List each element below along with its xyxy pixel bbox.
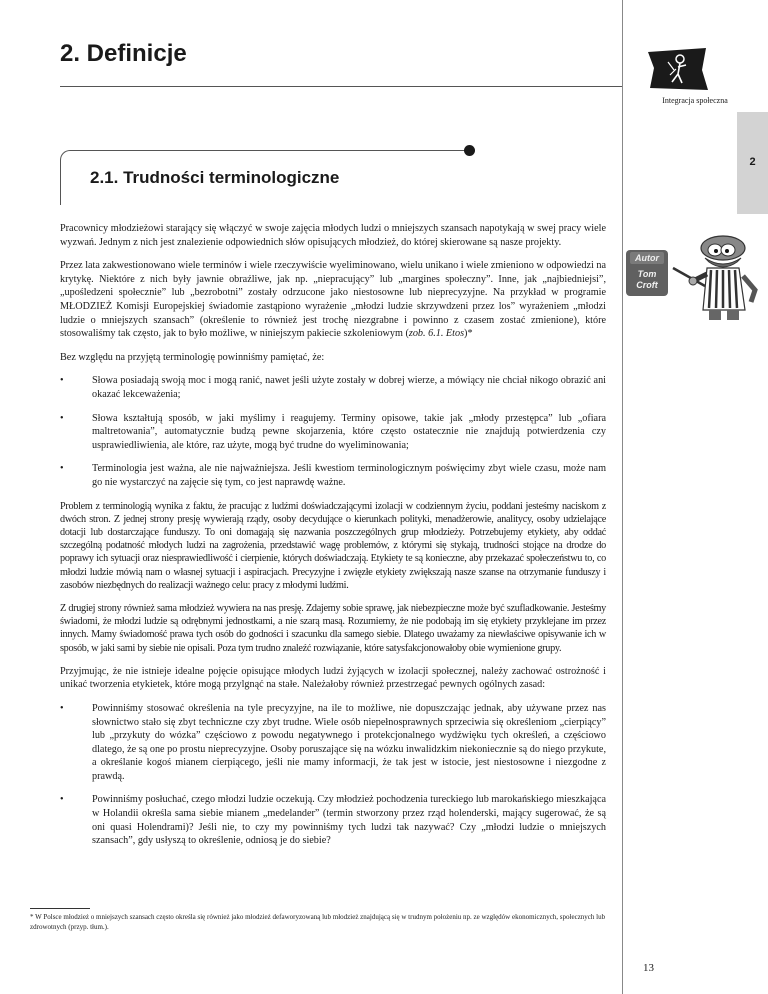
section-title: 2.1. Trudności terminologiczne (90, 168, 340, 187)
paragraph-rules: Przyjmując, że nie istnieje idealne pojęcie opisujące młodych ludzi żyjących w izolacji społecznej, należy zachować ostrożność i unikać tworzenia etykietek, które mogą przylgnąć na stałe. Należałoby również przestrzegać pewnych ogólnych zasad: (60, 665, 606, 691)
list-item: • Słowa kształtują sposób, w jaki myślimy i reagujemy. Terminy opisowe, takie jak „młody przestępca” lub „ofiara maltretowania”, automatycznie budzą pewne skojarzenia, które często ostatecznie nie znajdują potwierdzenia czy usprawiedliwienia, ale które, raz użyte, mogą być trudne do wyeliminowania; (60, 412, 606, 453)
paragraph-terms-history-end: )* (464, 328, 473, 340)
author-box (626, 250, 668, 296)
list-item: • Terminologia jest ważna, ale nie najważniejsza. Jeśli kwestiom terminologicznym poświęcimy zbyt wiele czasu, może nam go nie wystarczyć na zajęcie się tym, co jest naprawdę ważne. (60, 462, 606, 489)
author-name (626, 269, 668, 291)
author-label: Autor (630, 252, 664, 264)
paragraph-intro: Pracownicy młodzieżowi starający się włączyć w swoje zajęcia młodych ludzi o mniejszych szansach napotykają w swej pracy wiele wyzwań. Jednym z nich jest znalezienie odpowiednich słów opisujących młodzież, do której skierowane są nasze projekty. (60, 223, 606, 248)
footnote: * W Polsce młodzież o mniejszych szansach często określa się również jako młodzież defaworyzowaną lub młodzież znajdującą się w trudnym położeniu np. ze względów ekonomicznych, społecznych lub zdrowotnych (przyp. tłum.). (30, 913, 606, 931)
author-cartoon-icon (665, 228, 765, 323)
paragraph-pressure-one: Problem z terminologią wynika z faktu, że pracując z ludźmi doświadczającymi izolacji w codziennym życiu, poddani jesteśmy naciskom z dwóch stron. Z jednej strony presję wywierają rządy, osoby decydujące o kierunkach polityki, menadżerowie, analitycy, osoby udzielające dotacji lub dostarczające funduszy. To oni domagają się nazwania poszczególnych grup młodzieży. Potrzebujemy etykiety, aby oddać szczególną podatność młodych ludzi na zagrożenia, przedstawić wagę problemów, z którymi się stykają, trudności stojące na drodze do poprawy ich sytuacji oraz niesprawiedliwość i cierpienie, których doświadczają. Etykiety te są konieczne, aby przekazać społeczeństwu to, co młodzi ludzie mówią nam o własnej sytuacji i aspiracjach. Precyzyjne i zwięzłe etykiety zwiększają nasze szanse na otrzymanie funduszy i zasobów niezbędnych do realizacji ważnego celu: pracy z młodymi ludźmi. (60, 500, 606, 591)
author-last-name: Croft (636, 280, 658, 290)
social-inclusion-logo-icon (646, 46, 710, 92)
list-item: • Słowa posiadają swoją moc i mogą ranić, nawet jeśli użyte zostały w dobrej wierze, a mówiący nie chciał nikogo obrazić ani okazać lekceważenia; (60, 374, 606, 401)
chapter-tab (737, 112, 768, 214)
paragraph-terms-history-text: Przez lata zakwestionowano wiele terminów i wiele rzeczywiście wyeliminowano, wielu unikano i wiele zmieniono w odpowiedzi na krytykę. Niektóre z nich były jawnie obraźliwe, jak np. „niepracujący” lub „margines społeczny”. Inne, jak „najbiedniejsi”, „upośledzeni społecznie” lub „bezrobotni” zostały odrzucone jako niestosowne lub nieprecyzyjne. Na przykład w programie MŁODZIEŻ Komisji Europejskiej świadomie zastąpiono wyrażenie „młodzi ludzie skrzywdzeni przez los” wyrażeniem „młodzi ludzie o mniejszych szansach” (określenie to również jest trochę niezgrabne i powinno z czasem zostać zmienione), które stosowaliśmy tak często, jak to było możliwe, w niniejszym pakiecie szkoleniowym ( (60, 260, 606, 340)
chapter-title: 2. Definicje (60, 40, 187, 67)
list-item: • Powinniśmy posłuchać, czego młodzi ludzie oczekują. Czy młodzież pochodzenia tureckiego lub marokańskiego mieszkająca w Holandii określa sama siebie mianem „medelander” (termin stworzony przez rząd holenderski, mający sugerować, że są oni quasi Holendrami)? Jeśli nie, to czy my powinniśmy tych ludzi tak nazywać? Czy „młodzi ludzie o mniejszych szansach”, gdy usłyszą to określenie, odniosą je do siebie? (60, 793, 606, 847)
paragraph-pressure-two: Z drugiej strony również sama młodzież wywiera na nas presję. Zdajemy sobie sprawę, jak niebezpieczne może być szufladkowanie. Jesteśmy świadomi, że młodzi ludzie są odrębnymi jednostkami, a nie szarą masą. Rozumiemy, że nie podobają im się etykiety przyklejane im przez innych. Mamy świadomość prawa tych osób do godności i szacunku dla samego siebie. Dlatego uważamy za niewłaściwe opisywanie ich w sposób, w jaki sami by siebie nie opisali. Poza tym trudno znaleźć rozwiązanie, które satysfakcjonowałoby obie wymienione grupy. (60, 602, 606, 654)
logo-caption: Integracja społeczna (662, 96, 728, 105)
body-text (60, 222, 606, 858)
author-first-name: Tom (637, 269, 657, 279)
rules-list (60, 702, 606, 848)
footnote-rule (30, 908, 90, 909)
header-rule (60, 86, 622, 87)
paragraph-remember: Bez względu na przyjętą terminologię powinniśmy pamiętać, że: (60, 351, 325, 363)
list-item: • Powinniśmy stosować określenia na tyle precyzyjne, na ile to możliwe, nie dopuszczając jednak, aby używane przez nas słownictwo stało się zbyt techniczne czy zbyt trudne. Wiele osób niepełnosprawnych sprzeciwia się określeniom „cierpiący” lub „przykuty do wózka” częściowo z powodu negatywnego i protekcjonalnego wydźwięku tych określeń, a częściowo dlatego, że są one po prostu nieprecyzyjne. Osoby poruszające się na wózku inwalidzkim niekoniecznie są do niego przykute, a określanie kogoś mianem cierpiącego, jeśli nie mamy informacji, że tak jest w istocie, jest niestosowne i niezgodne z prawdą. (60, 702, 606, 784)
paragraph-terms-history (60, 259, 606, 341)
page-number: 13 (643, 962, 654, 974)
etos-reference: zob. 6.1. Etos (408, 328, 465, 340)
chapter-tab-number: 2 (749, 156, 756, 168)
section-heading-dot (464, 145, 475, 156)
remember-list (60, 374, 606, 489)
margin-divider (622, 0, 623, 994)
